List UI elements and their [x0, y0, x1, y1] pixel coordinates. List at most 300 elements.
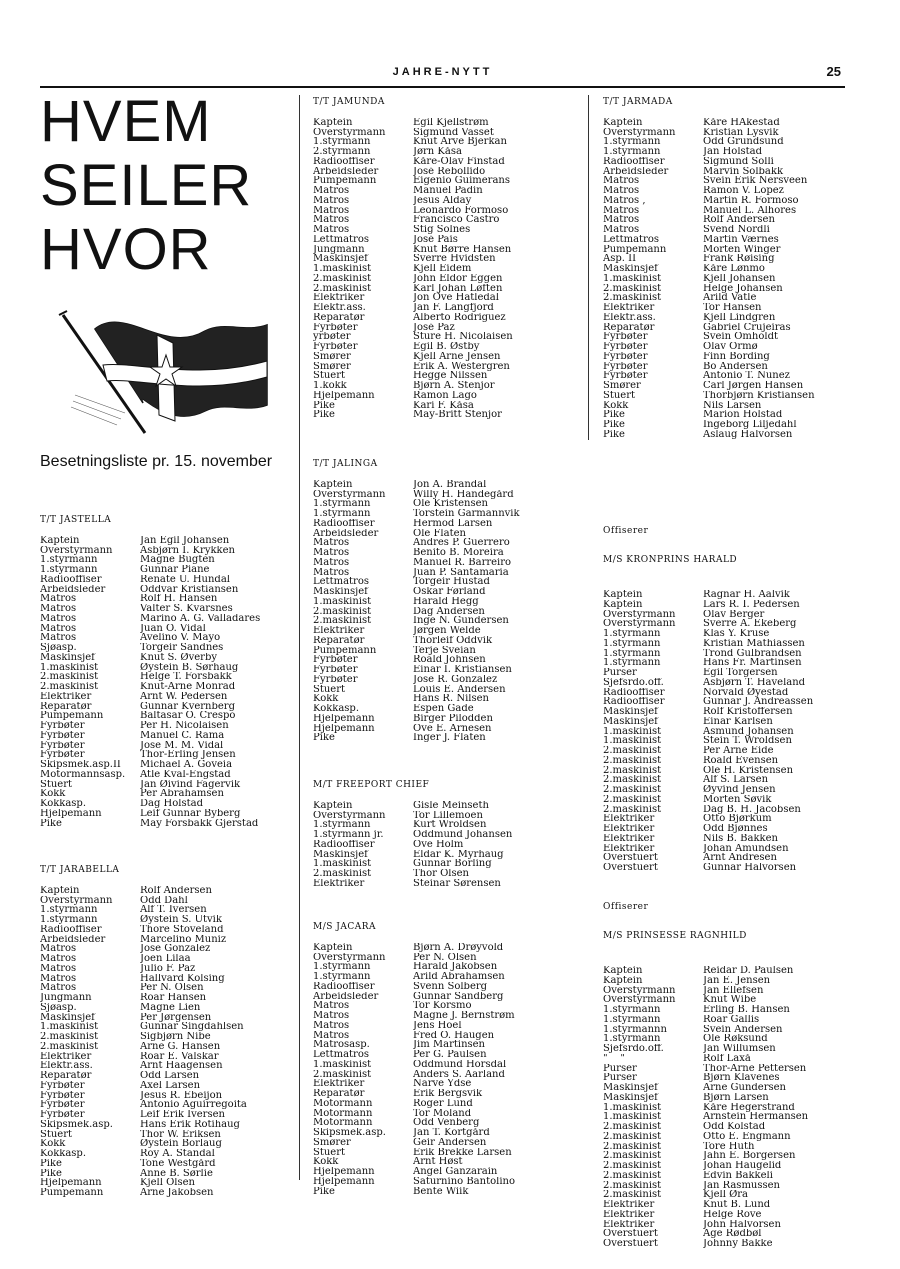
crew-role: Smører [603, 381, 641, 391]
crew-name: Marcelino Muniz [140, 934, 227, 945]
crew-name: Dag Holstad [140, 799, 204, 809]
crew-name: Egil B. Østby [413, 342, 480, 352]
crew-name: Tore Huth [703, 1141, 755, 1152]
crew-row [313, 215, 585, 225]
crew-role: 1.styrmann [313, 509, 371, 519]
crew-role: 2.maskinist [40, 1041, 99, 1052]
crew-row [313, 176, 585, 186]
crew-name: Svein Omholdt [703, 332, 778, 342]
crew-name: Anders S. Aarland [413, 1069, 505, 1080]
crew-name: Ove E. Arnesen [413, 723, 492, 734]
crew-row [313, 323, 585, 333]
crew-row [313, 274, 585, 284]
crew-row [603, 303, 853, 313]
crew-row [313, 626, 585, 636]
crew-name: Per Abrahamsen [140, 789, 224, 799]
crew-role: 2.maskinist [40, 1032, 99, 1042]
crew-name: Otto E. Engmann [703, 1131, 791, 1142]
crew-row [313, 1011, 585, 1021]
crew-role: Sjøasp. [40, 643, 77, 653]
crew-row [603, 1151, 853, 1161]
crew-row [603, 293, 853, 303]
crew-role: Pike [313, 400, 335, 411]
crew-role: Sjefsrdo.off. [603, 1044, 664, 1054]
crew-row [603, 128, 853, 138]
crew-role: Radiooffiser [313, 839, 375, 850]
crew-name: Bjørn Larsen [703, 1092, 769, 1103]
crew-row [40, 643, 290, 653]
crew-name: Axel Larsen [140, 1080, 201, 1091]
crew-role: Pumpemann [603, 244, 667, 255]
crew-role: Radiooffiser [603, 687, 665, 698]
crew-row [40, 1169, 290, 1179]
crew-name: Leonardo Formoso [413, 205, 509, 216]
crew-rows [603, 590, 853, 873]
crew-role: Matros [313, 1011, 350, 1021]
crew-row [313, 820, 585, 830]
crew-row [603, 966, 853, 976]
crew-role: Reparatør [40, 701, 92, 712]
crew-row [313, 558, 585, 568]
crew-name: Helge Johansen [703, 283, 783, 294]
crew-row [603, 629, 853, 639]
crew-role: Pumpemann [40, 711, 104, 721]
crew-row [40, 711, 290, 721]
crew-name: Odd Larsen [140, 1071, 200, 1081]
crew-row [40, 750, 290, 760]
crew-row [603, 420, 853, 430]
crew-role: Fyrbøter [40, 1110, 85, 1120]
crew-name: Kristian Lysvik [703, 127, 779, 138]
crew-name: Trond Gulbrandsen [703, 648, 802, 659]
crew-name: Jesus Alday [413, 195, 472, 206]
crew-name: Arnt Haagensen [140, 1061, 223, 1071]
crew-role: Pike [313, 733, 335, 743]
crew-row [40, 905, 290, 915]
crew-name: Jon A. Brandal [413, 479, 487, 490]
crew-row [313, 371, 585, 381]
crew-role: Overstuert [603, 1229, 658, 1239]
crew-name: Jose R. Gonzalez [413, 674, 498, 685]
crew-name: José Rebollido [413, 166, 486, 177]
crew-row [40, 614, 290, 624]
crew-role: Overstyrmann [313, 489, 386, 500]
crew-row [313, 636, 585, 646]
crew-row [603, 206, 853, 216]
crew-name: John Halvorsen [703, 1219, 781, 1230]
crew-row [603, 1103, 853, 1113]
crew-row [313, 665, 585, 675]
crew-role: Elektriker [40, 691, 92, 702]
crew-role: Fyrbøter [603, 342, 648, 352]
crew-row [313, 157, 585, 167]
crew-row [603, 323, 853, 333]
crew-name: Valter S. Kvarsnes [140, 604, 233, 614]
crew-row [603, 1005, 853, 1015]
crew-role: Skipsmek.asp. [40, 1119, 113, 1130]
crew-role: Hjelpemann [313, 723, 375, 734]
crew-role: 2.maskinist [603, 283, 662, 294]
crew-row [603, 1064, 853, 1074]
crew-name: Arnt Andresen [703, 853, 777, 863]
crew-row [313, 1138, 585, 1148]
crew-role: Pumpemann [40, 1188, 104, 1198]
crew-row [313, 490, 585, 500]
crew-name: Inger J. Flaten [413, 733, 486, 743]
crew-role: Stuert [603, 390, 636, 401]
crew-row [603, 1161, 853, 1171]
crew-row [40, 546, 290, 556]
crew-row [603, 824, 853, 834]
crew-role: Purser [603, 1073, 637, 1083]
crew-row [603, 147, 853, 157]
ship-name: T/T JASTELLA [40, 515, 112, 525]
crew-name: Dag Andersen [413, 606, 485, 617]
crew-role: Fyrbøter [603, 361, 648, 372]
crew-row [313, 714, 585, 724]
crew-row [603, 264, 853, 274]
crew-role: Elektriker [313, 878, 365, 889]
crew-role: 2.maskinist [313, 616, 372, 626]
crew-row [313, 1099, 585, 1109]
crew-list-jastella [40, 516, 290, 828]
crew-name: Ole Flaten [413, 528, 466, 539]
crew-row [313, 128, 585, 138]
crew-role: Kokk [40, 1139, 66, 1149]
crew-role: Hjelpemann [313, 1176, 375, 1187]
crew-name: Per Arne Eide [703, 746, 774, 756]
crew-row [603, 1015, 853, 1025]
crew-name: José Paz [413, 322, 455, 333]
crew-row [603, 245, 853, 255]
crew-role: Maskinsjef [313, 849, 368, 860]
crew-role: Elektriker [603, 1209, 655, 1220]
crew-name: Harald Hegg [413, 596, 479, 607]
crew-row [603, 590, 853, 600]
ship-name [603, 507, 853, 585]
crew-row [40, 915, 290, 925]
crew-row [603, 727, 853, 737]
crew-row [313, 186, 585, 196]
crew-role: 1.maskinist [313, 264, 372, 274]
crew-row [40, 1100, 290, 1110]
crew-role: Overstyrmann [603, 995, 676, 1005]
page-header [40, 64, 845, 88]
crew-role: Smører [313, 361, 351, 372]
crew-name: Bjørn A. Drøyvold [413, 942, 504, 953]
crew-row [313, 801, 585, 811]
crew-row [40, 1081, 290, 1091]
crew-role: Matros [40, 604, 77, 614]
crew-row [40, 585, 290, 595]
crew-role: Hjelpemann [313, 1167, 375, 1177]
crew-role: Kaptein [603, 590, 643, 600]
crew-name: Thor-Erling Jensen [140, 750, 236, 760]
crew-role: 1.maskinist [313, 596, 372, 607]
crew-name: Birger Pilodden [413, 713, 493, 724]
crew-list-kronprins-harald [603, 507, 853, 873]
crew-role: Kaptein [603, 117, 643, 128]
crew-role: 2.maskinist [313, 1069, 372, 1080]
crew-role: Skipsmek.asp. [313, 1128, 386, 1138]
crew-name: Rolf Andersen [703, 215, 775, 225]
crew-row [603, 430, 853, 440]
crew-row [313, 568, 585, 578]
ship-name: M/T FREEPORT CHIEF [313, 780, 430, 790]
crew-name: Julio F. Paz [140, 963, 196, 974]
crew-name: Knut B. Lund [703, 1200, 771, 1210]
crew-name: Eigenio Guimerans [413, 176, 510, 186]
crew-name: Jim Martinsen [413, 1040, 485, 1050]
crew-role: 1.styrmann [603, 1014, 661, 1025]
crew-name: Torgeir Sandnes [140, 643, 224, 653]
crew-row [40, 789, 290, 799]
crew-role: Stuert [313, 1147, 346, 1158]
crew-name: Bente Wiik [413, 1186, 469, 1197]
crew-name: Otto Bjørkum [703, 814, 772, 824]
crew-name: Tone Westgård [140, 1158, 216, 1169]
page-number: 25 [826, 64, 841, 79]
crew-role: Pike [603, 429, 625, 440]
crew-role: Elektriker [603, 1219, 655, 1230]
crew-role: Hjelpemann [40, 1178, 102, 1188]
crew-name: Carl Jørgen Hansen [703, 381, 804, 391]
crew-name: Johan Haugelid [703, 1161, 782, 1171]
crew-name: Saturnino Bantolino [413, 1176, 515, 1187]
crew-list-prinsesse-ragnhild [603, 883, 853, 1249]
crew-row [603, 976, 853, 986]
crew-name: Jan Egil Johansen [140, 535, 230, 546]
crew-role: Fyrbøter [603, 332, 648, 342]
crew-row [313, 830, 585, 840]
crew-role: Elektriker [603, 833, 655, 844]
crew-name: Øyvind Jensen [703, 785, 776, 795]
crew-row [40, 1022, 290, 1032]
crew-role: Maskinsjef [40, 652, 95, 663]
crew-name: Kjell Lindgren [703, 312, 776, 323]
crew-rows [40, 886, 290, 1198]
crew-name: Odd Dahl [140, 895, 188, 906]
crew-role: 1.maskinist [40, 1022, 99, 1032]
crew-role: 1.maskinist [40, 662, 99, 673]
crew-list-jarmada [603, 98, 853, 440]
headline-line: HVEM [40, 89, 212, 154]
crew-row [40, 925, 290, 935]
crew-row [313, 943, 585, 953]
crew-row [603, 1122, 853, 1132]
crew-role: Matros [40, 983, 77, 993]
crew-row [40, 809, 290, 819]
crew-row [313, 675, 585, 685]
crew-name: Lars R. I. Pedersen [703, 599, 800, 610]
crew-name: Gunnar Kvernberg [140, 701, 235, 712]
crew-role: Overstuert [603, 853, 658, 863]
crew-role: 1.styrmann [40, 565, 98, 575]
crew-row [603, 756, 853, 766]
crew-name: Leif Gunnar Byberg [140, 808, 241, 819]
crew-name: Knut Arve Bjerkan [413, 137, 507, 147]
crew-row [40, 1042, 290, 1052]
crew-row [603, 215, 853, 225]
crew-name: Magne J. Bernstrøm [413, 1011, 515, 1021]
crew-name: Frank Røising [703, 254, 775, 264]
crew-name: Edvin Bakkeli [703, 1170, 773, 1181]
crew-name: Roald Johnsen [413, 655, 486, 665]
crew-row [313, 577, 585, 587]
crew-role: Sjefsrdo.off. [603, 677, 664, 688]
crew-name: Andres P. Guerrero [413, 538, 510, 548]
crew-row [40, 565, 290, 575]
crew-name: Gisle Meinseth [413, 800, 489, 811]
crew-role: Matros [40, 963, 77, 974]
crew-name: Roar E. Valskar [140, 1051, 219, 1062]
crew-role: Kaptein [603, 966, 643, 976]
crew-row [313, 118, 585, 128]
crew-row [603, 401, 853, 411]
crew-name: Odd Grundsund [703, 137, 784, 147]
crew-role: Elektriker [603, 824, 655, 834]
crew-name: Odd Bjønnes [703, 824, 768, 834]
crew-row [313, 167, 585, 177]
crew-row [313, 147, 585, 157]
crew-row [603, 284, 853, 294]
crew-name: Leif Erik Iversen [140, 1110, 225, 1120]
crew-row [603, 1190, 853, 1200]
crew-name: Magne Lien [140, 1002, 201, 1013]
crew-name: Nils B. Bakken [703, 833, 778, 844]
crew-name: Ingeborg Liljedahl [703, 420, 797, 430]
crew-name: Bjørn Klavenes [703, 1073, 780, 1083]
crew-role: Matros [313, 1020, 350, 1031]
crew-row [603, 362, 853, 372]
crew-row [40, 1149, 290, 1159]
crew-role: Hjelpemann [40, 808, 102, 819]
crew-row [603, 649, 853, 659]
crew-name: Kåre Lønmo [703, 264, 765, 274]
crew-name: Roar Hansen [140, 993, 207, 1003]
crew-row [313, 646, 585, 656]
crew-list-freeport-chief [313, 781, 585, 889]
crew-role: 1.styrmann [603, 1034, 661, 1044]
crew-name: Jan Willumsen [703, 1044, 776, 1054]
headline [40, 90, 280, 282]
crew-role: Fyrbøter [40, 1100, 85, 1110]
crew-role: 2.maskinist [603, 785, 662, 795]
ship-name: M/S JACARA [313, 922, 377, 932]
crew-row [40, 633, 290, 643]
crew-row [603, 1142, 853, 1152]
crew-role: Kokk [603, 400, 629, 411]
crew-row [313, 352, 585, 362]
crew-role: Kaptein [40, 885, 80, 896]
crew-role: Kaptein [603, 975, 643, 986]
crew-role: Matros [313, 1030, 350, 1041]
crew-row [603, 639, 853, 649]
crew-role: Asp. II [603, 254, 637, 264]
crew-role: Kokkasp. [313, 704, 360, 714]
crew-name: May Forsbakk Gjerstad [140, 818, 259, 829]
crew-role: 1.styrmann [313, 962, 371, 972]
crew-role: Overstyrmann [603, 127, 676, 138]
crew-name: Odd Kolstad [703, 1122, 766, 1132]
crew-role: Elektriker [40, 1051, 92, 1062]
crew-row [313, 401, 585, 411]
crew-role: Radiooffiser [40, 924, 102, 935]
crew-row [313, 655, 585, 665]
crew-role: Matros [313, 538, 350, 548]
crew-role: Radiooffiser [313, 518, 375, 529]
crew-role: Matros [603, 225, 640, 235]
crew-name: Hans R. Nilsen [413, 694, 489, 704]
crew-row [40, 1139, 290, 1149]
crew-row [603, 137, 853, 147]
crew-row [40, 692, 290, 702]
crew-name: Manuel Padin [413, 186, 483, 196]
crew-role: Fyrbøter [40, 740, 85, 751]
crew-name: Thor Olsen [413, 869, 469, 879]
crew-name: Reidar D. Paulsen [703, 966, 794, 976]
crew-role: Arbeidsleder [313, 528, 379, 539]
crew-role: Overstyrmann [313, 127, 386, 138]
crew-row [40, 682, 290, 692]
crew-role: Elektr.ass. [40, 1061, 93, 1071]
crew-name: Michael A. Goveia [140, 760, 233, 770]
crew-row [40, 993, 290, 1003]
crew-row [40, 653, 290, 663]
crew-role: Fyrbøter [603, 371, 648, 381]
crew-name: Karl Johan Løften [413, 283, 503, 294]
crew-role: 2.maskinist [603, 1180, 662, 1191]
crew-name: Gabriel Crujeiras [703, 322, 791, 333]
crew-role: Maskinsjef [603, 1083, 658, 1093]
crew-role: Purser [603, 668, 637, 678]
crew-name: Magne Bugten [140, 555, 215, 565]
crew-role: Elektriker [603, 303, 655, 313]
crew-name: Kristian Mathiassen [703, 638, 805, 649]
crew-role: Maskinsjef [313, 254, 368, 264]
crew-row [40, 663, 290, 673]
crew-role: Radiooffiser [40, 574, 102, 585]
crew-row [40, 760, 290, 770]
crew-name: Oskar Førland [413, 587, 486, 597]
crew-role: Matros [40, 633, 77, 643]
crew-name: Alf T. Iversen [140, 905, 207, 915]
crew-row [603, 785, 853, 795]
crew-role: Elektriker [313, 1079, 365, 1089]
crew-name: Espen Gade [413, 704, 474, 714]
crew-row [313, 616, 585, 626]
crew-name: Inge N. Gundersen [413, 616, 509, 626]
list-subtitle: Besetningsliste pr. 15. november [40, 453, 273, 470]
crew-role: Radiooffiser [603, 697, 665, 707]
crew-row [603, 668, 853, 678]
crew-role: Maskinsjef [603, 716, 658, 727]
crew-role: Matros [40, 954, 77, 964]
crew-row [313, 509, 585, 519]
crew-role: Pike [603, 410, 625, 420]
crew-name: Gunnar Singdahlsen [140, 1022, 244, 1032]
crew-role: Matros [603, 205, 640, 216]
crew-row [313, 206, 585, 216]
crew-name: Hallvard Kolsing [140, 973, 225, 984]
crew-role: Elektr.ass. [603, 312, 656, 323]
crew-name: Svenn Solberg [413, 981, 488, 992]
crew-row [313, 1070, 585, 1080]
crew-role: Matros [313, 215, 350, 225]
crew-name: Marion Holstad [703, 410, 783, 420]
crew-role: Elektr.ass. [313, 303, 366, 313]
crew-role: 2.maskinist [40, 682, 99, 692]
